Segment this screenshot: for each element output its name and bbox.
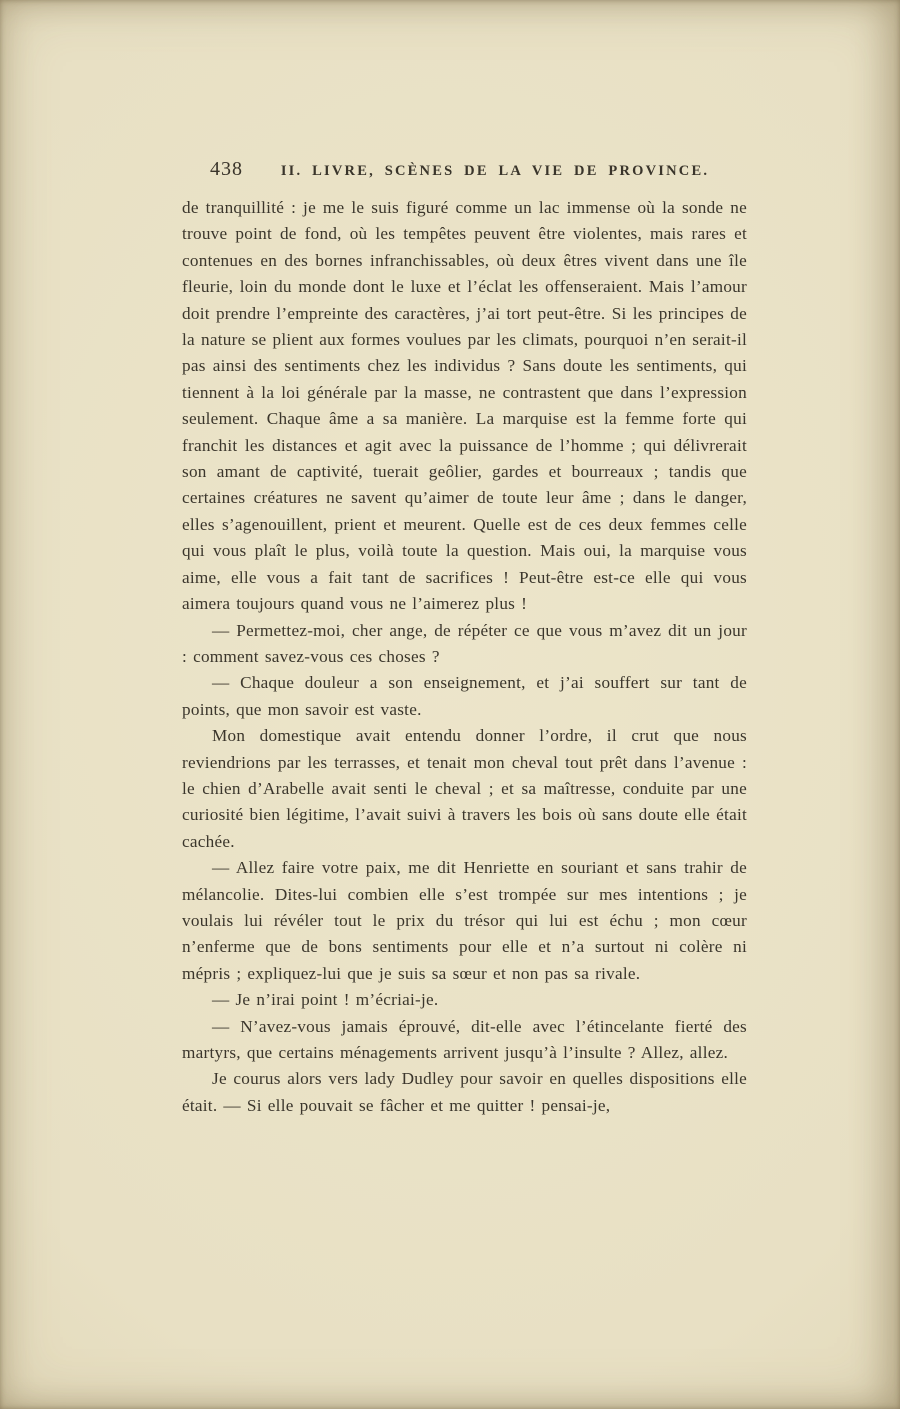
running-header-title: II. LIVRE, SCÈNES DE LA VIE DE PROVINCE. (280, 163, 710, 179)
paragraph: — Je n’irai point ! m’écriai-je. (212, 990, 439, 1010)
paragraph: — Allez faire votre paix, me dit Henriette en souriant et sans trahir de mélancolie. Dites-lui combien elle s’est trompée sur mes intentions ; je voulais lui révéler tout le prix du trésor qui lui est échu ; mon cœur n’enferme que de bons sentiments pour elle et n’a surtout ni colère ni mépris ; expliquez-lui que je suis sa sœur et non pas sa rivale. (182, 858, 747, 983)
page-body-text (182, 195, 747, 1119)
printed-page (182, 158, 747, 1119)
paragraph: — Permettez-moi, cher ange, de répéter ce que vous m’avez dit un jour : comment savez-vous ces choses ? (182, 620, 747, 666)
paragraph: — N’avez-vous jamais éprouvé, dit-elle avec l’étincelante fierté des martyrs, que certains ménagements arrivent jusqu’à l’insulte ? Allez, allez. (182, 1016, 747, 1062)
paragraph: de tranquillité : je me le suis figuré comme un lac immense où la sonde ne trouve point de fond, où les tempêtes peuvent être violentes, mais rares et contenues en des bornes infranchissables, où deux êtres vivent dans une île fleurie, loin du monde dont le luxe et l’éclat les offenseraient. Mais l’amour doit prendre l’empreinte des caractères, j’ai tort peut-être. Si les principes de la nature se plient aux formes voulues par les climats, pourquoi n’en serait-il pas ainsi des sentiments chez les individus ? Sans doute les sentiments, qui tiennent à la loi générale par la masse, ne contrastent que dans l’expression seulement. Chaque âme a sa manière. La marquise est la femme forte qui franchit les distances et agit avec la puissance de l’homme ; qui délivrerait son amant de captivité, tuerait geôlier, gardes et bourreaux ; tandis que certaines créatures ne savent qu’aimer de toute leur âme ; dans le danger, elles s’agenouillent, prient et meurent. Quelle est de ces deux femmes celle qui vous plaît le plus, voilà toute la question. Mais oui, la marquise vous aime, elle vous a fait tant de sacrifices ! Peut-être est-ce elle qui vous aimera toujours quand vous ne l’aimerez plus ! (182, 198, 747, 614)
paragraph: — Chaque douleur a son enseignement, et j’ai souffert sur tant de points, que mon savoir est vaste. (182, 673, 747, 719)
paragraph: Je courus alors vers lady Dudley pour savoir en quelles dispositions elle était. — Si elle pouvait se fâcher et me quitter ! pensai-je, (182, 1069, 747, 1115)
paragraph: Mon domestique avait entendu donner l’ordre, il crut que nous reviendrions par les terrasses, et tenait mon cheval tout prêt dans l’avenue : le chien d’Arabelle avait senti le cheval ; et sa maîtresse, conduite par une curiosité bien légitime, l’avait suivi à travers les bois où sans doute elle était cachée. (182, 726, 747, 851)
running-header (182, 158, 747, 181)
page-number: 438 (210, 158, 243, 180)
